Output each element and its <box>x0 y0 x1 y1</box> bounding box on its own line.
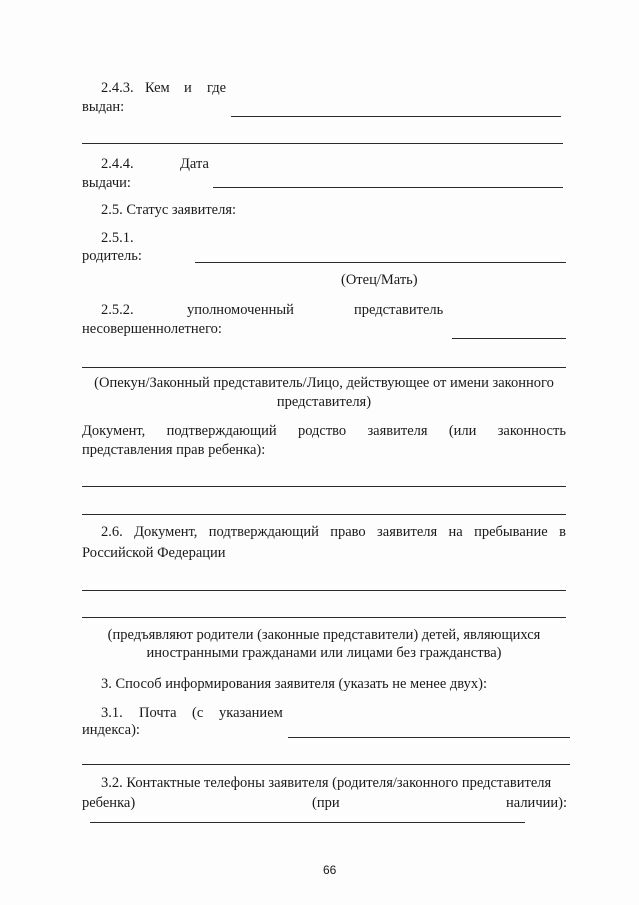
section-2-5-2-label: несовершеннолетнего: <box>82 321 222 337</box>
section-2-5-1-label: родитель: <box>82 248 142 264</box>
parent-caption: (Отец/Мать) <box>341 272 418 288</box>
section-2-6-word: подтверждающий <box>208 524 319 540</box>
section-3-1-word: (с <box>192 705 204 721</box>
section-3-1-label: индекса): <box>82 722 140 738</box>
section-2-5-2-word: представитель <box>354 302 444 318</box>
section-3-2-word: (при <box>312 795 340 811</box>
section-2-6-word: 2.6. <box>101 524 123 540</box>
section-2-4-3-word: Кем <box>145 80 170 96</box>
section-2-5-heading: 2.5. Статус заявителя: <box>101 202 237 218</box>
kinship-word: (или <box>448 423 477 439</box>
kinship-word: Документ, <box>82 423 146 439</box>
section-3-1-number: 3.1. <box>101 705 123 721</box>
section-2-5-2-word: уполномоченный <box>187 302 294 318</box>
parent-fill-line[interactable] <box>195 262 566 263</box>
issue-date-fill-line[interactable] <box>213 187 563 188</box>
residence-fill-line[interactable] <box>82 590 566 591</box>
section-2-4-4-label: выдачи: <box>82 175 131 191</box>
section-2-4-3-word: где <box>207 80 227 96</box>
kinship-document-line-2: представления прав ребенка): <box>82 442 266 458</box>
section-2-4-3-label: выдан: <box>82 99 125 115</box>
representative-caption: (Опекун/Законный представитель/Лицо, действующее от имени законного <box>94 375 554 391</box>
section-3-2-word: наличии): <box>506 795 567 811</box>
kinship-document-line-1 <box>82 422 566 440</box>
section-3-1-word: указанием <box>219 705 283 721</box>
section-2-6-line-1 <box>101 523 566 541</box>
section-2-6-word: право <box>330 524 366 540</box>
kinship-word: родство <box>297 423 347 439</box>
residence-fill-line-2[interactable] <box>82 617 566 618</box>
kinship-fill-line[interactable] <box>82 486 566 487</box>
section-3-heading: 3. Способ информирования заявителя (указать не менее двух): <box>101 676 487 692</box>
phone-fill-line[interactable] <box>90 822 525 823</box>
representative-fill-line-2[interactable] <box>82 367 566 368</box>
section-2-4-4-number: 2.4.4. <box>101 156 134 172</box>
section-2-5-1-number: 2.5.1. <box>101 230 134 246</box>
section-3-1-word: Почта <box>139 705 177 721</box>
residence-caption: иностранными гражданами или лицами без гражданства) <box>146 645 502 661</box>
issued-by-fill-line[interactable] <box>231 116 561 117</box>
postal-address-fill-line-2[interactable] <box>82 764 570 765</box>
kinship-word: подтверждающий <box>166 423 277 439</box>
kinship-word: заявителя <box>367 423 428 439</box>
representative-caption: представителя) <box>276 394 372 410</box>
page-number: 66 <box>323 863 337 877</box>
section-2-6-word: в <box>559 524 566 540</box>
section-2-4-3-word: и <box>184 80 192 96</box>
section-2-6-word: на <box>448 524 463 540</box>
section-2-6-line-2: Российской Федерации <box>82 545 226 561</box>
section-2-6-word: пребывание <box>474 524 548 540</box>
section-3-2-word: ребенка) <box>82 795 136 811</box>
section-2-6-word: Документ, <box>134 524 198 540</box>
section-2-5-2-number: 2.5.2. <box>101 302 134 318</box>
section-2-4-3-number: 2.4.3. <box>101 80 134 96</box>
section-3-2-line-1: 3.2. Контактные телефоны заявителя (родителя/законного представителя <box>101 775 552 791</box>
section-2-6-word: заявителя <box>377 524 438 540</box>
kinship-fill-line-2[interactable] <box>82 514 566 515</box>
representative-fill-line[interactable] <box>452 338 566 339</box>
postal-address-fill-line[interactable] <box>288 737 570 738</box>
residence-caption: (предъявляют родители (законные представители) детей, являющихся <box>107 627 541 643</box>
kinship-word: законность <box>497 423 566 439</box>
section-2-4-4-word: Дата <box>180 156 209 172</box>
issued-by-fill-line-2[interactable] <box>82 143 563 144</box>
